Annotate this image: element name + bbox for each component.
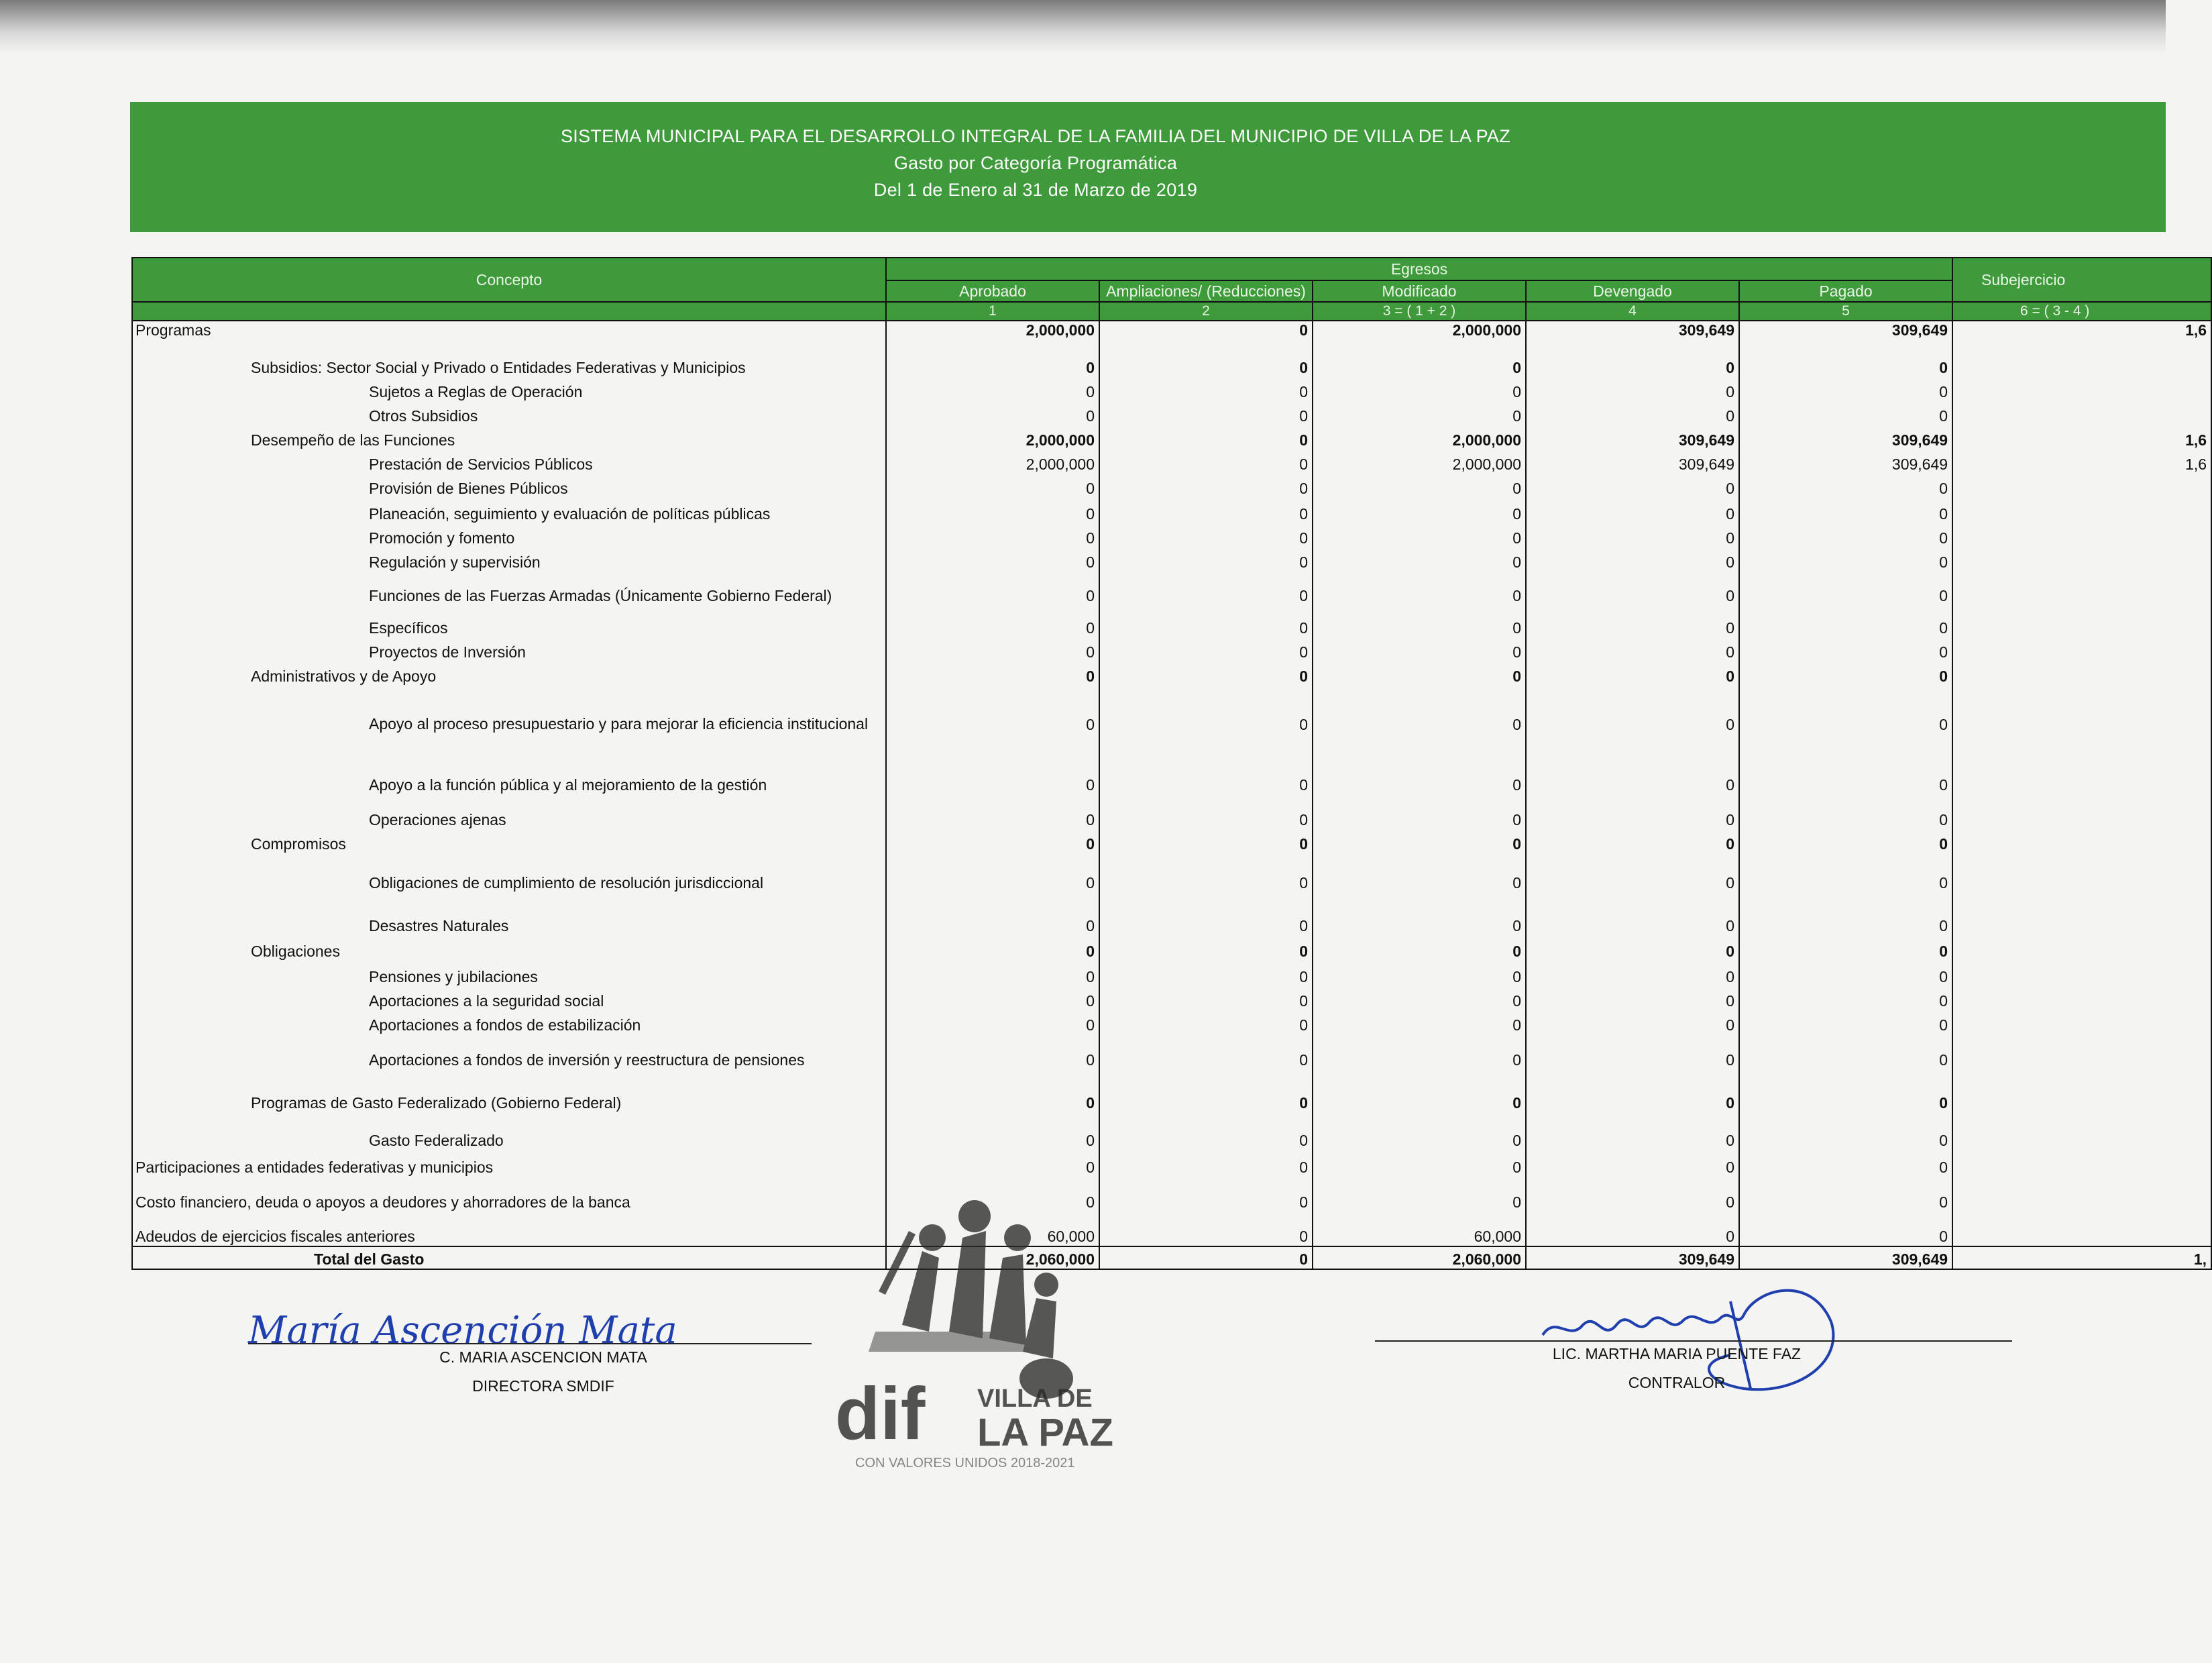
value-cell: 0 <box>886 637 1099 661</box>
value-cell: 0 <box>1099 637 1313 661</box>
value-cell: 0 <box>1526 1212 1739 1246</box>
value-cell: 0 <box>1739 547 1952 572</box>
concept-text: Apoyo al proceso presupuestario y para mejorar la eficiencia institucional <box>369 715 869 733</box>
value-cell: 0 <box>1526 1112 1739 1150</box>
value-cell: 309,649 <box>1739 449 1952 474</box>
concept-cell: Adeudos de ejercicios fiscales anteriores <box>132 1212 886 1246</box>
value-cell: 0 <box>886 935 1099 961</box>
concept-cell: Gasto Federalizado <box>132 1112 886 1150</box>
stamp-motto: CON VALORES UNIDOS 2018-2021 <box>855 1456 1075 1470</box>
value-cell: 0 <box>1099 523 1313 547</box>
value-cell: 0 <box>1313 498 1526 523</box>
value-cell: 0 <box>1739 1069 1952 1112</box>
value-cell: 0 <box>1313 523 1526 547</box>
value-cell <box>1952 547 2211 572</box>
concept-cell: Desempeño de las Funciones <box>132 425 886 449</box>
concept-cell: Apoyo a la función pública y al mejoramiento de la gestión <box>132 734 886 794</box>
value-cell <box>1952 1112 2211 1150</box>
table-body <box>132 321 2211 1269</box>
value-cell: 0 <box>1313 1112 1526 1150</box>
concept-cell: Aportaciones a la seguridad social <box>132 986 886 1010</box>
value-cell: 0 <box>886 1177 1099 1212</box>
value-cell: 0 <box>1099 661 1313 686</box>
value-cell: 0 <box>886 1069 1099 1112</box>
table-row <box>132 547 2211 572</box>
value-cell: 0 <box>1313 572 1526 605</box>
value-cell: 0 <box>1526 377 1739 401</box>
value-cell: 0 <box>1739 661 1952 686</box>
col-header-devengado: Devengado <box>1526 280 1739 302</box>
subejercicio-header: Subejercicio <box>1952 258 2211 302</box>
value-cell: 0 <box>886 686 1099 734</box>
value-cell: 0 <box>1526 853 1739 892</box>
value-cell: 0 <box>1313 547 1526 572</box>
value-cell: 0 <box>886 401 1099 425</box>
col-header-ampliaciones: Ampliaciones/ (Reducciones) <box>1099 280 1313 302</box>
report-header <box>130 102 2166 232</box>
value-cell: 0 <box>1739 892 1952 935</box>
value-cell <box>1952 498 2211 523</box>
value-cell: 0 <box>1099 377 1313 401</box>
col-header-aprobado: Aprobado <box>886 280 1099 302</box>
table-row <box>132 605 2211 637</box>
value-cell <box>1952 1034 2211 1069</box>
value-cell <box>1952 1150 2211 1177</box>
concept-cell: Programas <box>132 321 886 339</box>
concept-cell: Específicos <box>132 605 886 637</box>
table-row <box>132 1069 2211 1112</box>
value-cell <box>1952 986 2211 1010</box>
value-cell: 0 <box>886 572 1099 605</box>
value-cell: 0 <box>1739 1010 1952 1034</box>
concept-cell: Costo financiero, deuda o apoyos a deudores y ahorradores de la banca <box>132 1177 886 1212</box>
total-value-cell: 2,060,000 <box>1313 1246 1526 1269</box>
value-cell: 2,000,000 <box>886 449 1099 474</box>
table-row <box>132 1150 2211 1177</box>
right-signature-line <box>1375 1340 2012 1342</box>
value-cell: 0 <box>886 339 1099 377</box>
table-row <box>132 1010 2211 1034</box>
table-row <box>132 498 2211 523</box>
stamp-line2: LA PAZ <box>977 1411 1113 1454</box>
value-cell: 0 <box>1526 829 1739 853</box>
col-number: 2 <box>1099 302 1313 321</box>
value-cell: 2,000,000 <box>1313 321 1526 339</box>
report-title: SISTEMA MUNICIPAL PARA EL DESARROLLO INTEGRAL DE LA FAMILIA DEL MUNICIPIO DE VILLA DE LA PAZ <box>560 126 1511 146</box>
table-row <box>132 892 2211 935</box>
value-cell <box>1952 734 2211 794</box>
value-cell <box>1952 961 2211 986</box>
table-row <box>132 1112 2211 1150</box>
concept-cell <box>132 686 886 734</box>
value-cell: 0 <box>1099 498 1313 523</box>
value-cell: 0 <box>1313 686 1526 734</box>
concept-cell: Subsidios: Sector Social y Privado o Entidades Federativas y Municipios <box>132 339 886 377</box>
value-cell: 0 <box>1099 935 1313 961</box>
value-cell: 0 <box>1099 794 1313 829</box>
value-cell: 0 <box>886 1150 1099 1177</box>
value-cell: 0 <box>1099 892 1313 935</box>
value-cell: 0 <box>1739 339 1952 377</box>
total-value-cell: 309,649 <box>1739 1246 1952 1269</box>
total-row <box>132 1246 2211 1269</box>
value-cell <box>1952 1177 2211 1212</box>
value-cell: 0 <box>1313 892 1526 935</box>
value-cell <box>1952 686 2211 734</box>
table-row <box>132 425 2211 449</box>
value-cell: 0 <box>1526 1069 1739 1112</box>
value-cell: 0 <box>1099 829 1313 853</box>
stamp-line1: VILLA DE <box>977 1385 1093 1413</box>
value-cell: 0 <box>1099 474 1313 498</box>
value-cell: 0 <box>1313 734 1526 794</box>
table-row <box>132 794 2211 829</box>
value-cell: 0 <box>1739 498 1952 523</box>
value-cell: 0 <box>1099 605 1313 637</box>
value-cell: 0 <box>1739 986 1952 1010</box>
table-row <box>132 986 2211 1010</box>
value-cell: 0 <box>1099 686 1313 734</box>
value-cell: 0 <box>1526 547 1739 572</box>
value-cell: 0 <box>1739 523 1952 547</box>
concept-cell: Aportaciones a fondos de inversión y reestructura de pensiones <box>132 1034 886 1069</box>
value-cell: 0 <box>1313 401 1526 425</box>
value-cell <box>1952 474 2211 498</box>
value-cell: 0 <box>1099 1069 1313 1112</box>
value-cell: 0 <box>1313 1177 1526 1212</box>
table-row <box>132 935 2211 961</box>
value-cell: 0 <box>1313 1034 1526 1069</box>
value-cell: 0 <box>886 794 1099 829</box>
value-cell: 0 <box>1313 474 1526 498</box>
concept-cell: Pensiones y jubilaciones <box>132 961 886 986</box>
report-subtitle: Gasto por Categoría Programática <box>893 153 1178 173</box>
value-cell <box>1952 572 2211 605</box>
table-row <box>132 377 2211 401</box>
value-cell: 0 <box>1739 572 1952 605</box>
value-cell: 0 <box>886 892 1099 935</box>
value-cell <box>1952 935 2211 961</box>
value-cell: 0 <box>1526 498 1739 523</box>
value-cell: 2,000,000 <box>886 321 1099 339</box>
value-cell <box>1952 892 2211 935</box>
value-cell: 0 <box>1313 1150 1526 1177</box>
value-cell <box>1952 1010 2211 1034</box>
value-cell: 0 <box>1739 1112 1952 1150</box>
col-number: 6 = ( 3 - 4 ) <box>1952 302 2211 321</box>
value-cell <box>1952 339 2211 377</box>
left-signatory-name: C. MARIA ASCENCION MATA <box>439 1348 647 1366</box>
right-signatory-name: LIC. MARTHA MARIA PUENTE FAZ <box>1552 1345 1802 1362</box>
value-cell: 2,000,000 <box>1313 449 1526 474</box>
concept-cell: Promoción y fomento <box>132 523 886 547</box>
value-cell: 0 <box>886 605 1099 637</box>
value-cell: 0 <box>886 986 1099 1010</box>
value-cell: 0 <box>886 498 1099 523</box>
value-cell: 0 <box>1526 474 1739 498</box>
value-cell: 0 <box>1099 1112 1313 1150</box>
value-cell: 0 <box>1526 523 1739 547</box>
value-cell: 0 <box>1739 935 1952 961</box>
value-cell: 0 <box>1099 734 1313 794</box>
concept-cell: Desastres Naturales <box>132 892 886 935</box>
col-number-blank <box>132 302 886 321</box>
value-cell: 0 <box>886 547 1099 572</box>
left-signatory-role: DIRECTORA SMDIF <box>472 1377 614 1395</box>
value-cell <box>1952 637 2211 661</box>
value-cell: 0 <box>1526 605 1739 637</box>
concept-cell: Sujetos a Reglas de Operación <box>132 377 886 401</box>
value-cell: 0 <box>1099 321 1313 339</box>
concept-cell: Otros Subsidios <box>132 401 886 425</box>
value-cell: 0 <box>1739 605 1952 637</box>
value-cell <box>1952 853 2211 892</box>
value-cell: 0 <box>1313 935 1526 961</box>
value-cell <box>1952 401 2211 425</box>
scan-shadow <box>0 0 2166 54</box>
value-cell: 0 <box>1099 572 1313 605</box>
value-cell: 0 <box>1526 1177 1739 1212</box>
value-cell: 0 <box>1099 1034 1313 1069</box>
total-value-cell: 2,060,000 <box>886 1246 1099 1269</box>
value-cell: 0 <box>1739 1212 1952 1246</box>
value-cell: 0 <box>886 1034 1099 1069</box>
value-cell: 0 <box>1526 637 1739 661</box>
value-cell: 0 <box>1313 637 1526 661</box>
value-cell: 0 <box>886 853 1099 892</box>
value-cell <box>1952 523 2211 547</box>
value-cell: 309,649 <box>1526 321 1739 339</box>
col-header-modificado: Modificado <box>1313 280 1526 302</box>
value-cell: 0 <box>1099 853 1313 892</box>
right-signatory-role: CONTRALOR <box>1628 1374 1726 1391</box>
value-cell: 0 <box>1739 377 1952 401</box>
value-cell: 0 <box>886 377 1099 401</box>
value-cell: 0 <box>1099 449 1313 474</box>
value-cell: 0 <box>1526 986 1739 1010</box>
value-cell: 0 <box>1526 892 1739 935</box>
value-cell: 0 <box>1313 605 1526 637</box>
concept-cell: Funciones de las Fuerzas Armadas (Únicamente Gobierno Federal) <box>132 572 886 605</box>
value-cell: 0 <box>1099 547 1313 572</box>
value-cell: 0 <box>1099 986 1313 1010</box>
value-cell: 0 <box>1313 1010 1526 1034</box>
value-cell: 0 <box>886 474 1099 498</box>
value-cell <box>1952 605 2211 637</box>
concept-cell: Regulación y supervisión <box>132 547 886 572</box>
handwritten-name: María Ascención Mata <box>248 1309 677 1352</box>
total-value-cell: 0 <box>1099 1246 1313 1269</box>
value-cell: 0 <box>1526 794 1739 829</box>
value-cell: 0 <box>1739 794 1952 829</box>
value-cell <box>1952 1212 2211 1246</box>
value-cell <box>1952 794 2211 829</box>
value-cell: 0 <box>1313 1069 1526 1112</box>
concept-cell: Compromisos <box>132 829 886 853</box>
value-cell: 0 <box>1526 339 1739 377</box>
value-cell: 0 <box>1313 961 1526 986</box>
concept-cell: Prestación de Servicios Públicos <box>132 449 886 474</box>
col-number: 3 = ( 1 + 2 ) <box>1313 302 1526 321</box>
table-row <box>132 339 2211 377</box>
value-cell: 0 <box>886 734 1099 794</box>
value-cell: 0 <box>886 961 1099 986</box>
concept-cell: Obligaciones de cumplimiento de resolución jurisdiccional <box>132 853 886 892</box>
total-value-cell: 1, <box>1952 1246 2211 1269</box>
table-row <box>132 449 2211 474</box>
value-cell: 0 <box>1526 734 1739 794</box>
table-row <box>132 1034 2211 1069</box>
value-cell: 0 <box>1739 961 1952 986</box>
value-cell: 0 <box>1313 661 1526 686</box>
concept-cell: Provisión de Bienes Públicos <box>132 474 886 498</box>
concept-cell: Operaciones ajenas <box>132 794 886 829</box>
value-cell: 0 <box>1739 1177 1952 1212</box>
concept-cell: Aportaciones a fondos de estabilización <box>132 1010 886 1034</box>
value-cell: 0 <box>1739 401 1952 425</box>
value-cell: 309,649 <box>1739 425 1952 449</box>
table-row <box>132 321 2211 339</box>
value-cell: 0 <box>1099 339 1313 377</box>
value-cell: 0 <box>1739 853 1952 892</box>
value-cell: 1,6 <box>1952 449 2211 474</box>
total-label: Total del Gasto <box>132 1246 886 1269</box>
value-cell: 0 <box>1526 1010 1739 1034</box>
value-cell: 309,649 <box>1526 449 1739 474</box>
value-cell: 0 <box>1526 1034 1739 1069</box>
table-row <box>132 829 2211 853</box>
dif-stamp <box>822 1157 1117 1472</box>
table-row <box>132 661 2211 686</box>
value-cell: 0 <box>1739 734 1952 794</box>
value-cell: 0 <box>1099 401 1313 425</box>
value-cell: 0 <box>1739 1150 1952 1177</box>
table-row <box>132 523 2211 547</box>
value-cell: 2,000,000 <box>886 425 1099 449</box>
value-cell <box>1952 661 2211 686</box>
value-cell: 0 <box>1526 686 1739 734</box>
value-cell: 0 <box>1313 853 1526 892</box>
col-number: 1 <box>886 302 1099 321</box>
value-cell: 0 <box>886 523 1099 547</box>
value-cell: 0 <box>1313 794 1526 829</box>
value-cell: 0 <box>886 1112 1099 1150</box>
value-cell: 0 <box>1739 637 1952 661</box>
value-cell: 0 <box>1526 572 1739 605</box>
table-row <box>132 474 2211 498</box>
value-cell: 60,000 <box>886 1212 1099 1246</box>
value-cell: 0 <box>1099 1150 1313 1177</box>
table-row <box>132 572 2211 605</box>
value-cell: 1,6 <box>1952 425 2211 449</box>
left-signature-line <box>248 1343 812 1344</box>
table-row <box>132 1212 2211 1246</box>
value-cell: 0 <box>886 1010 1099 1034</box>
table-row <box>132 401 2211 425</box>
value-cell: 0 <box>1526 935 1739 961</box>
value-cell: 0 <box>1099 1212 1313 1246</box>
concept-cell: Participaciones a entidades federativas y municipios <box>132 1150 886 1177</box>
value-cell: 0 <box>1739 829 1952 853</box>
total-value-cell: 309,649 <box>1526 1246 1739 1269</box>
stamp-logo: dif <box>835 1373 926 1455</box>
value-cell: 309,649 <box>1526 425 1739 449</box>
spending-table <box>131 257 2212 1270</box>
concept-cell: Obligaciones <box>132 935 886 961</box>
value-cell: 0 <box>1526 961 1739 986</box>
value-cell: 0 <box>886 661 1099 686</box>
right-signatory <box>1529 1345 1824 1392</box>
col-number: 4 <box>1526 302 1739 321</box>
value-cell: 0 <box>1739 1034 1952 1069</box>
value-cell: 0 <box>1099 425 1313 449</box>
value-cell <box>1952 1069 2211 1112</box>
value-cell: 1,6 <box>1952 321 2211 339</box>
value-cell <box>1952 829 2211 853</box>
value-cell: 0 <box>1739 474 1952 498</box>
value-cell: 2,000,000 <box>1313 425 1526 449</box>
value-cell: 0 <box>1313 986 1526 1010</box>
table-row <box>132 734 2211 794</box>
value-cell: 0 <box>1739 686 1952 734</box>
table-row <box>132 961 2211 986</box>
value-cell: 0 <box>1099 1177 1313 1212</box>
concept-cell: Programas de Gasto Federalizado (Gobierno Federal) <box>132 1069 886 1112</box>
concept-cell: Proyectos de Inversión <box>132 637 886 661</box>
value-cell: 309,649 <box>1739 321 1952 339</box>
table-row <box>132 637 2211 661</box>
value-cell: 0 <box>1526 1150 1739 1177</box>
left-signatory <box>376 1348 711 1395</box>
value-cell: 0 <box>1526 661 1739 686</box>
value-cell: 0 <box>1313 829 1526 853</box>
egresos-header: Egresos <box>886 258 1952 280</box>
value-cell: 0 <box>1313 377 1526 401</box>
table-row <box>132 1177 2211 1212</box>
value-cell <box>1952 377 2211 401</box>
value-cell: 0 <box>1313 339 1526 377</box>
report-period: Del 1 de Enero al 31 de Marzo de 2019 <box>873 180 1198 200</box>
concept-header: Concepto <box>132 258 886 302</box>
concept-cell: Planeación, seguimiento y evaluación de políticas públicas <box>132 498 886 523</box>
value-cell: 0 <box>1526 401 1739 425</box>
table-row <box>132 853 2211 892</box>
col-number: 5 <box>1739 302 1952 321</box>
value-cell: 60,000 <box>1313 1212 1526 1246</box>
value-cell: 0 <box>1099 1010 1313 1034</box>
table-row <box>132 686 2211 734</box>
value-cell: 0 <box>886 829 1099 853</box>
concept-cell: Administrativos y de Apoyo <box>132 661 886 686</box>
value-cell: 0 <box>1099 961 1313 986</box>
col-header-pagado: Pagado <box>1739 280 1952 302</box>
